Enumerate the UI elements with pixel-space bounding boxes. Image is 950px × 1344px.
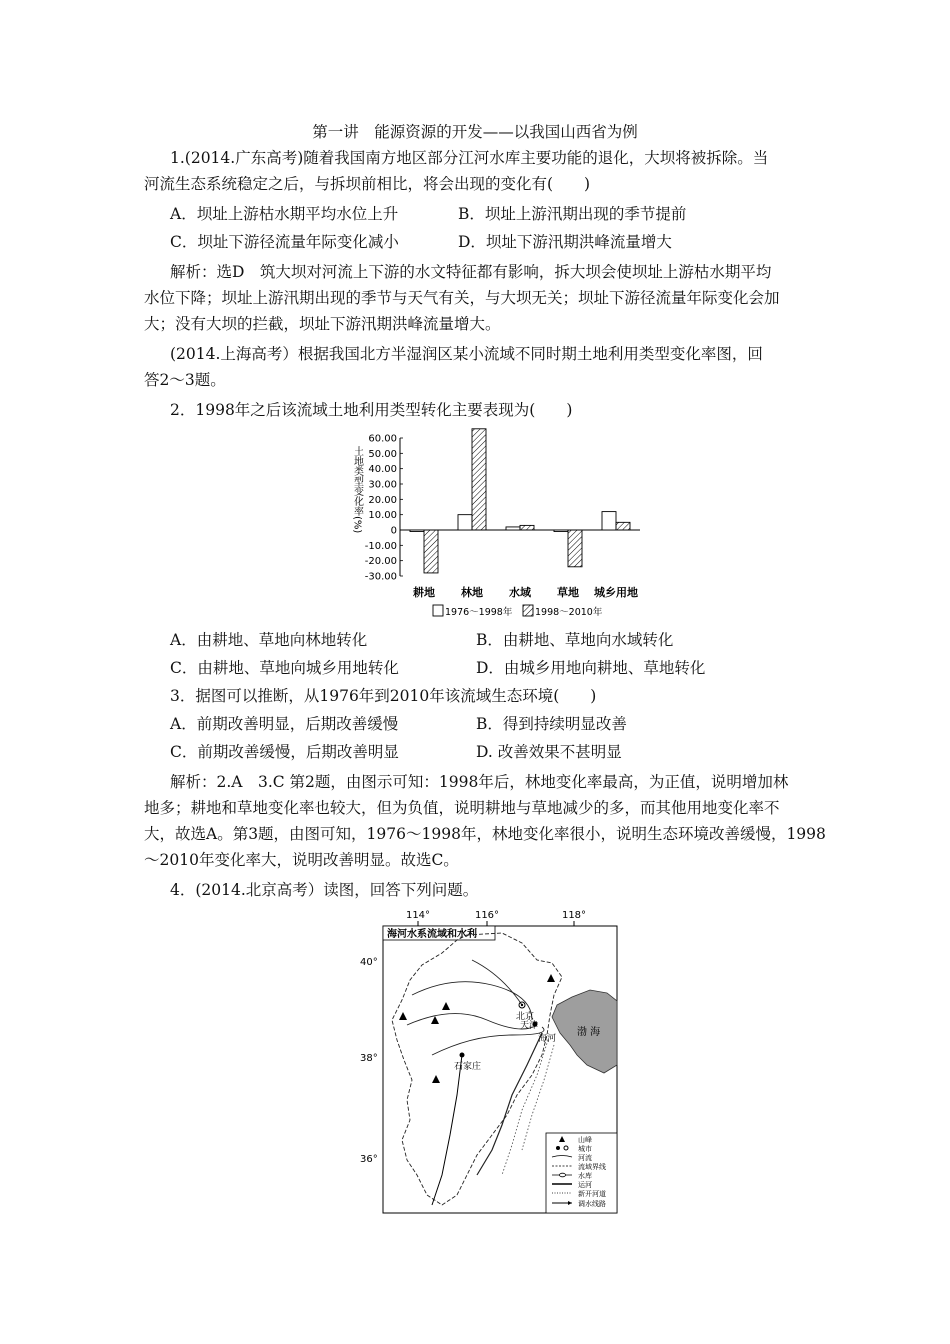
q23-intro-line1: (2014.上海高考）根据我国北方半湿润区某小流域不同时期土地利用类型变化率图，回 (170, 345, 763, 363)
bar-1998-2010 (520, 525, 534, 530)
y-tick-label: 30.00 (368, 479, 397, 491)
river (412, 982, 535, 1022)
peak-icon (547, 974, 555, 982)
peak-icon (431, 1016, 439, 1024)
y-tick-label: -30.00 (364, 571, 397, 583)
q3-option-c: C．前期改善缓慢，后期改善明显 (170, 743, 399, 761)
y-tick-label: 50.00 (368, 448, 397, 460)
q23-analysis-line4: ～2010年变化率大，说明改善明显。故选C。 (144, 851, 459, 869)
y-tick-label: -10.00 (364, 540, 397, 552)
q2-stem: 2．1998年之后该流域土地利用类型转化主要表现为( ) (170, 401, 573, 419)
lat-label: 36° (360, 1154, 378, 1165)
lon-label: 114° (405, 910, 431, 921)
legend-swatch-1998-2010 (523, 605, 533, 616)
lat-label: 38° (360, 1053, 378, 1064)
y-tick-label: -20.00 (364, 556, 397, 568)
bar-1998-2010 (616, 522, 630, 530)
q3-option-b: B．得到持续明显改善 (476, 715, 627, 733)
q23-analysis-line3: 大，故选A。第3题，由图可知，1976～1998年，林地变化率很小，说明生态环境改善缓慢，1998 (144, 825, 826, 843)
legend-label: 1976～1998年 (445, 607, 513, 618)
place-label: 北京 (516, 1012, 535, 1022)
x-category-label: 水域 (509, 586, 531, 599)
legend-label: 河流 (578, 1154, 592, 1162)
q1-option-b: B．坝址上游汛期出现的季节提前 (458, 205, 687, 223)
q3-option-a: A．前期改善明显，后期改善缓慢 (170, 715, 399, 733)
y-tick-label: 60.00 (368, 433, 397, 445)
lon-label: 118° (561, 910, 587, 921)
map-title: 海河水系流域和水利 (387, 929, 477, 940)
y-tick-label: 20.00 (368, 494, 397, 506)
legend-label: 城市 (578, 1145, 592, 1153)
river (432, 1027, 544, 1055)
bar-1976-1998 (602, 512, 616, 530)
new-channel (502, 1040, 548, 1175)
q23-analysis-line1: 解析：2.A 3.C 第2题，由图示可知：1998年后，林地变化率最高，为正值，说明增加林 (170, 773, 789, 791)
q2-option-b: B．由耕地、草地向水域转化 (476, 631, 674, 649)
q1-analysis-line1: 解析：选D 筑大坝对河流上下游的水文特征都有影响，拆大坝会使坝址上游枯水期平均 (170, 263, 772, 281)
bar-1998-2010 (568, 530, 582, 567)
q4-stem: 4．(2014.北京高考）读图，回答下列问题。 (170, 881, 479, 899)
x-category-label: 林地 (461, 586, 483, 599)
q2-option-a: A．由耕地、草地向林地转化 (170, 631, 368, 649)
y-axis-label: 土地类型变化率(%) (351, 446, 363, 534)
place-label: 海河 (538, 1034, 557, 1044)
q1-stem-line2: 河流生态系统稳定之后，与拆坝前相比，将会出现的变化有( ) (144, 175, 591, 193)
q1-option-a: A．坝址上游枯水期平均水位上升 (170, 205, 399, 223)
legend-label: 1998～2010年 (535, 607, 603, 618)
city-icon (460, 1053, 465, 1058)
legend-label: 新开河道 (578, 1190, 606, 1198)
legend-swatch-1976-1998 (433, 605, 443, 616)
q1-analysis-line3: 大；没有大坝的拦截，坝址下游汛期洪峰流量增大。 (144, 315, 501, 333)
q3-option-d: D. 改善效果不甚明显 (476, 743, 622, 761)
q23-analysis-line2: 地多；耕地和草地变化率也较大，但为负值，说明耕地与草地减少的多，而其他用地变化率不 (144, 799, 780, 817)
land-use-change-chart (345, 428, 645, 623)
q23-intro-line2: 答2～3题。 (144, 371, 226, 389)
q1-stem-line1: 1.(2014.广东高考)随着我国南方地区部分江河水库主要功能的退化，大坝将被拆除。当 (170, 149, 769, 167)
x-category-label: 城乡用地 (594, 586, 638, 599)
x-category-label: 耕地 (413, 586, 435, 599)
lat-label: 40° (360, 957, 378, 968)
legend-label: 水库 (578, 1172, 592, 1180)
place-label: 渤 海 (577, 1027, 601, 1038)
page-title: 第一讲 能源资源的开发——以我国山西省为例 (312, 123, 638, 141)
q3-stem: 3．据图可以推断，从1976年到2010年该流域生态环境( ) (170, 687, 597, 705)
lon-label: 116° (474, 910, 500, 921)
y-tick-label: 0 (390, 525, 397, 537)
peak-icon (432, 1075, 440, 1083)
q1-option-d: D．坝址下游汛期洪峰流量增大 (458, 233, 672, 251)
x-category-label: 草地 (557, 586, 579, 599)
bar-1976-1998 (410, 530, 424, 532)
q2-option-d: D．由城乡用地向耕地、草地转化 (476, 659, 706, 677)
legend-label: 调水线路 (578, 1200, 606, 1208)
q2-option-c: C．由耕地、草地向城乡用地转化 (170, 659, 399, 677)
bar-1998-2010 (424, 530, 438, 573)
q1-option-c: C．坝址下游径流量年际变化减小 (170, 233, 399, 251)
legend-label: 流域界线 (578, 1163, 606, 1171)
legend-label: 运河 (578, 1181, 592, 1189)
peak-icon (442, 1002, 450, 1010)
peak-icon (399, 1012, 407, 1020)
place-label: 石家庄 (454, 1062, 482, 1072)
q1-analysis-line2: 水位下降；坝址上游汛期出现的季节与天气有关，与大坝无关；坝址下游径流量年际变化会加 (144, 289, 780, 307)
place-label: 天津 (520, 1021, 539, 1031)
bar-1976-1998 (458, 515, 472, 530)
y-tick-label: 10.00 (368, 510, 397, 522)
bar-1976-1998 (554, 530, 568, 532)
y-tick-label: 40.00 (368, 464, 397, 476)
bar-1976-1998 (506, 527, 520, 530)
bar-1998-2010 (472, 429, 486, 530)
haihe-basin-map (360, 905, 622, 1217)
legend-label: 山峰 (578, 1136, 592, 1144)
